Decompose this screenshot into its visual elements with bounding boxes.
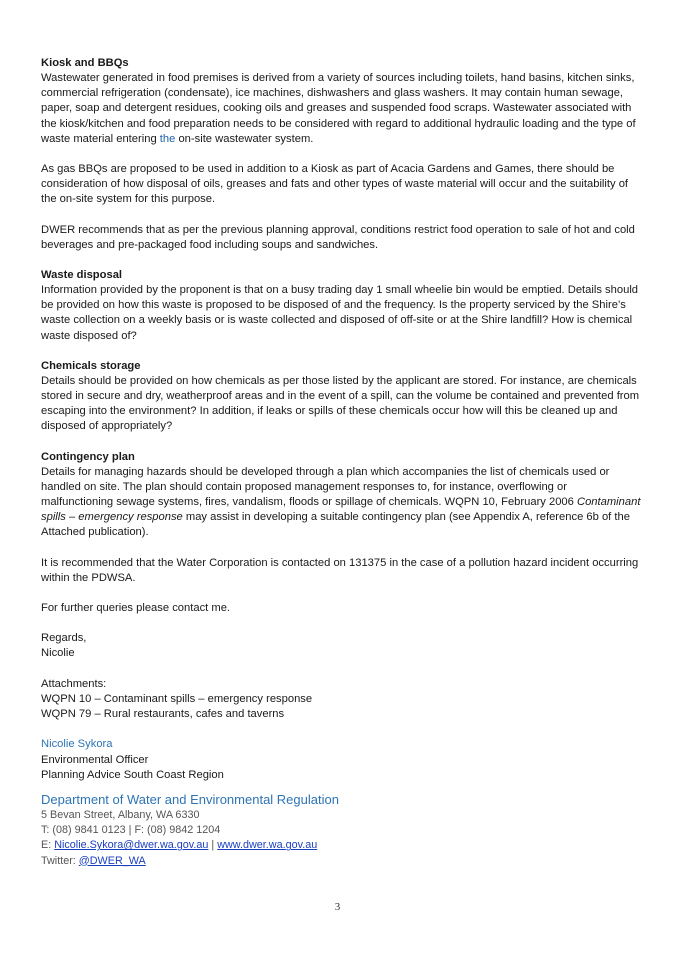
signature-title: Environmental Officer xyxy=(41,753,149,766)
heading-contingency-plan: Contingency plan xyxy=(41,450,135,463)
paragraph-kiosk-recommendation: DWER recommends that as per the previous planning approval, conditions restrict food operation to sale of hot and cold beverages and pre-packaged food including soups and sandwiches. xyxy=(41,223,635,251)
department-name: Department of Water and Environmental Regulation xyxy=(41,791,339,807)
attachment-item: WQPN 10 – Contaminant spills – emergency response xyxy=(41,692,313,705)
further-queries: For further queries please contact me. xyxy=(41,602,231,615)
twitter-line: Twitter: @DWER_WA xyxy=(41,854,146,867)
paragraph-kiosk-wastewater: Wastewater generated in food premises is derived from a variety of sources including toilets, hand basins, kitchen sinks, commercial refrigeration (condensate), ice machines, dishwashers and glass washers. It may contain human sewage, paper, soap and detergent residues, cooking oils and greases and suspended food scraps. Wastewater associated with the kiosk/kitchen and food preparation needs to be considered with regard to additional hydraulic loading and the type of waste material entering the on-site wastewater system. xyxy=(41,72,636,145)
email-link[interactable]: Nicolie.Sykora@dwer.wa.gov.au xyxy=(54,839,209,852)
website-link[interactable]: www.dwer.wa.gov.au xyxy=(217,839,318,852)
phone-fax: T: (08) 9841 0123 | F: (08) 9842 1204 xyxy=(41,824,221,837)
paragraph-chemicals-storage: Details should be provided on how chemicals as per those listed by the applicant are stored. For instance, are chemicals stored in secure and dry, weatherproof areas and in the event of a spill, can the volume be contained and prevented from escaping into the environment? In addition, if leaks or spills of these chemicals occur how will this be cleaned up and disposed of appropriately? xyxy=(41,374,640,433)
paragraph-waste-disposal: Information provided by the proponent is that on a busy trading day 1 small wheelie bin would be emptied. Details should be provided on how this waste is proposed to be disposed of and the frequency. Is the property serviced by the Shire’s waste collection on a weekly basis or is waste collected and disposed of off-site or at the Shire landfill? How is chemical waste disposed of? xyxy=(41,284,639,342)
paragraph-contingency-plan: Details for managing hazards should be developed through a plan which accompanies the list of chemicals used or handled on site. The plan should contain proposed management responses to, for instance, overflowing or malfunctioning sewage systems, fires, vandalism, floods or spillage of chemicals. WQPN 10, February 2006 Contaminant spills – emergency response may assist in developing a suitable contingency plan (see Appendix A, reference 6b of the Attached publication). xyxy=(41,465,641,539)
email-website-line: E: Nicolie.Sykora@dwer.wa.gov.au | www.dwer.wa.gov.au xyxy=(41,839,318,852)
paragraph-kiosk-bbq: As gas BBQs are proposed to be used in addition to a Kiosk as part of Acacia Gardens and Games, there should be consideration of how disposal of oils, greases and fats and other types of waste material will occur and the suitability of the on-site system for this purpose. xyxy=(41,163,629,206)
heading-waste-disposal: Waste disposal xyxy=(41,269,123,282)
attachment-item: WQPN 79 – Rural restaurants, cafes and taverns xyxy=(41,708,285,721)
regards: Regards, xyxy=(41,632,87,645)
signature-team: Planning Advice South Coast Region xyxy=(41,768,224,781)
address: 5 Bevan Street, Albany, WA 6330 xyxy=(41,808,200,821)
signature-name: Nicolie Sykora xyxy=(41,738,113,751)
paragraph-water-corporation: It is recommended that the Water Corporation is contacted on 131375 in the case of a pollution hazard incident occurring within the PDWSA. xyxy=(41,556,639,584)
page-number: 3 xyxy=(334,901,341,913)
heading-kiosk: Kiosk and BBQs xyxy=(41,57,129,69)
attachments-label: Attachments: xyxy=(41,677,107,690)
twitter-link[interactable]: @DWER_WA xyxy=(78,854,146,867)
sender-first-name: Nicolie xyxy=(41,647,75,660)
heading-chemicals-storage: Chemicals storage xyxy=(41,359,141,372)
letter-body xyxy=(41,56,641,869)
